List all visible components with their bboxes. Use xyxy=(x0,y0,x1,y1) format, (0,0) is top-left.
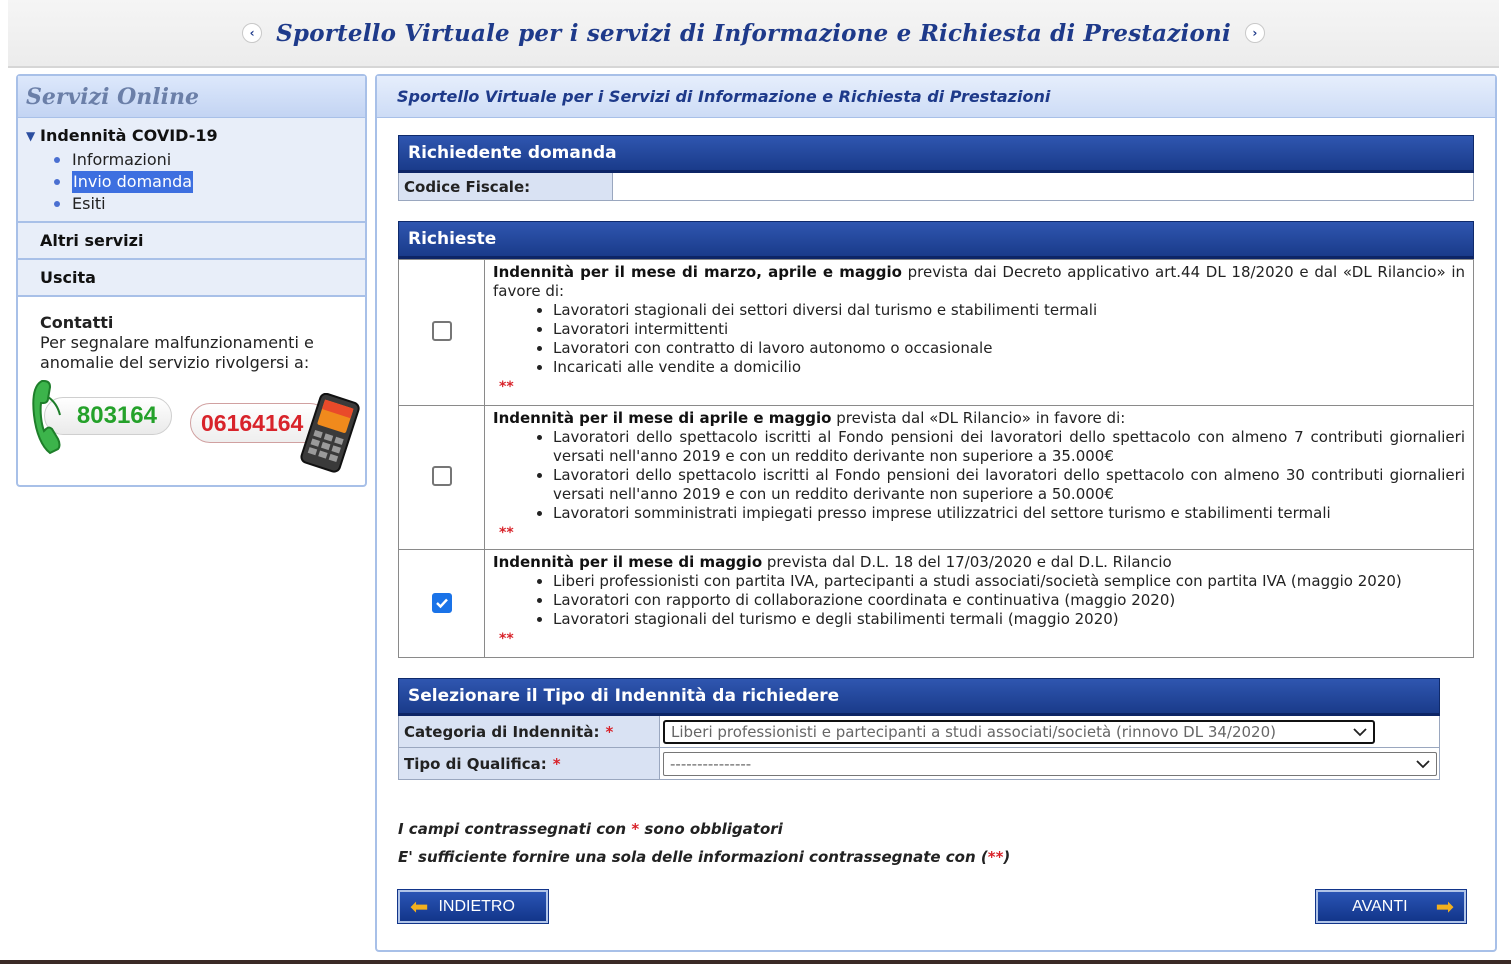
request-intro: prevista dal «DL Rilancio» in favore di: xyxy=(831,409,1126,427)
request-checkbox-aprile-maggio[interactable] xyxy=(432,466,452,486)
back-button[interactable] xyxy=(398,890,548,923)
double-asterisk-marker: ** xyxy=(499,379,514,395)
request-checkbox-cell xyxy=(399,550,485,658)
sidebar-item-covid[interactable] xyxy=(26,126,365,145)
selection-section-title: Selezionare il Tipo di Indennità da richiedere xyxy=(398,678,1440,716)
note-text: sono obbligatori xyxy=(639,820,783,838)
sidebar-menu-covid xyxy=(18,118,365,223)
request-title: Indennità per il mese di maggio xyxy=(493,553,763,571)
bullet-icon xyxy=(54,157,60,163)
double-asterisk-marker: ** xyxy=(987,848,1004,866)
sidebar-submenu xyxy=(26,149,365,215)
request-bullets xyxy=(493,428,1465,523)
contacts-box xyxy=(18,297,365,477)
sidebar-item-label: Esiti xyxy=(72,194,106,213)
request-row xyxy=(399,260,1474,406)
category-label-cell xyxy=(399,716,660,747)
request-checkbox-cell xyxy=(399,260,485,406)
qualifica-label-cell xyxy=(399,748,660,779)
sidebar-item-altri-servizi[interactable]: Altri servizi xyxy=(18,223,365,260)
qualifica-select-value: --------------- xyxy=(670,754,752,773)
qualifica-value-cell xyxy=(660,748,1439,779)
request-title: Indennità per il mese di aprile e maggio xyxy=(493,409,832,427)
list-item: • Lavoratori con contratto di lavoro autonomo o occasionale xyxy=(553,339,1465,358)
requests-section-title: Richieste xyxy=(398,221,1474,259)
sidebar xyxy=(16,74,367,487)
next-button-label: AVANTI xyxy=(1352,897,1408,915)
list-item: • Lavoratori stagionali del turismo e degli stabilimenti termali (maggio 2020) xyxy=(553,610,1465,629)
either-note xyxy=(398,848,1010,866)
codice-fiscale-value xyxy=(613,173,1473,200)
note-text: ) xyxy=(1003,848,1011,866)
applicant-section-title: Richiedente domanda xyxy=(398,135,1474,173)
request-bullets xyxy=(493,301,1465,377)
sidebar-item-uscita[interactable]: Uscita xyxy=(18,260,365,297)
double-asterisk-marker: ** xyxy=(499,631,514,647)
list-item: • Lavoratori dello spettacolo iscritti al Fondo pensioni dei lavoratori dello spettacolo con almeno 7 contributi giornalieri versati nell'anno 2019 e con un reddito derivante non superiore a 35.000€ xyxy=(553,428,1465,466)
checkmark-icon xyxy=(435,596,449,610)
chevron-left-icon[interactable]: ‹ xyxy=(242,23,262,43)
sidebar-item-label: Invio domanda xyxy=(73,172,193,191)
category-value-cell xyxy=(660,716,1439,747)
category-select-value: Liberi professionisti e partecipanti a studi associati/società (rinnovo DL 34/2020) xyxy=(671,722,1276,741)
top-header xyxy=(8,0,1499,68)
sidebar-item-informazioni[interactable] xyxy=(54,149,365,171)
bullet-icon xyxy=(54,179,60,185)
request-bullets xyxy=(493,572,1465,629)
chevron-down-icon xyxy=(1416,759,1430,769)
qualifica-label: Tipo di Qualifica: xyxy=(404,754,547,773)
sidebar-title: Servizi Online xyxy=(18,76,365,118)
required-note xyxy=(398,820,1010,838)
category-select[interactable] xyxy=(663,720,1375,744)
note-text: I campi contrassegnati con xyxy=(398,820,632,838)
request-checkbox-maggio[interactable] xyxy=(432,593,452,613)
applicant-section xyxy=(398,135,1474,201)
list-item: • Lavoratori intermittenti xyxy=(553,320,1465,339)
main-title: Sportello Virtuale per i Servizi di Informazione e Richiesta di Prestazioni xyxy=(377,76,1495,118)
codice-fiscale-label: Codice Fiscale: xyxy=(399,173,613,200)
list-item: • Lavoratori dello spettacolo iscritti al Fondo pensioni dei lavoratori dello spettacolo con almeno 30 contributi giornalieri versati nell'anno 2019 e con un reddito derivante non superiore a 50.000€ xyxy=(553,466,1465,504)
sidebar-item-label: Informazioni xyxy=(72,150,172,169)
required-asterisk: * xyxy=(552,754,561,773)
arrow-right-icon: ➡ xyxy=(1435,893,1454,919)
request-title: Indennità per il mese di marzo, aprile e maggio xyxy=(493,263,902,281)
chevron-right-icon[interactable]: › xyxy=(1245,23,1265,43)
required-asterisk: * xyxy=(631,820,640,838)
sidebar-item-invio-domanda[interactable] xyxy=(54,171,365,193)
selection-section xyxy=(398,678,1440,780)
arrow-left-icon: ⬅ xyxy=(410,893,429,919)
qualifica-select[interactable] xyxy=(663,752,1437,776)
request-checkbox-marzo-aprile-maggio[interactable] xyxy=(432,321,452,341)
sidebar-item-covid-label: Indennità COVID-19 xyxy=(40,126,218,145)
sidebar-item-esiti[interactable] xyxy=(54,193,365,215)
bullet-icon xyxy=(54,201,60,207)
list-item: • Incaricati alle vendite a domicilio xyxy=(553,358,1465,377)
category-row xyxy=(398,716,1440,748)
next-button[interactable] xyxy=(1316,890,1466,923)
request-checkbox-cell xyxy=(399,406,485,550)
chevron-down-icon: ▼ xyxy=(26,128,36,143)
request-intro: prevista dai Decreto applicativo art.44 DL 18/2020 e dal «DL Rilancio» in favore di: xyxy=(493,263,1465,300)
note-text: E' sufficiente fornire una sola delle informazioni contrassegnate con ( xyxy=(398,848,988,866)
request-description xyxy=(485,406,1474,550)
list-item: • Lavoratori con rapporto di collaborazione coordinata e continuativa (maggio 2020) xyxy=(553,591,1465,610)
list-item: • Lavoratori somministrati impiegati presso imprese utilizzatrici del settore turismo e stabilimenti termali xyxy=(553,504,1465,523)
requests-section xyxy=(398,221,1474,658)
contacts-title: Contatti xyxy=(40,313,114,332)
phone-number-green: 803164 xyxy=(44,397,172,435)
qualifica-row xyxy=(398,748,1440,780)
chevron-down-icon xyxy=(1353,727,1367,737)
phone-number-red: 06164164 xyxy=(190,403,330,443)
list-item: • Liberi professionisti con partita IVA, partecipanti a studi associati/società semplice con partita IVA (maggio 2020) xyxy=(553,572,1465,591)
contacts-text: Per segnalare malfunzionamenti e anomalie del servizio rivolgersi a: xyxy=(40,333,314,372)
mobile-phone-icon xyxy=(296,393,366,473)
bottom-border xyxy=(0,960,1511,964)
contact-phones xyxy=(24,377,365,477)
category-label: Categoria di Indennità: xyxy=(404,722,600,741)
requests-table xyxy=(398,259,1474,658)
request-row xyxy=(399,406,1474,550)
required-asterisk: * xyxy=(605,722,614,741)
phone-handset-icon xyxy=(28,377,72,457)
list-item: • Lavoratori stagionali dei settori diversi dal turismo e stabilimenti termali xyxy=(553,301,1465,320)
codice-fiscale-row xyxy=(398,173,1474,201)
request-description xyxy=(485,260,1474,406)
form-notes xyxy=(398,820,1010,876)
request-intro: prevista dal D.L. 18 del 17/03/2020 e dal D.L. Rilancio xyxy=(762,553,1172,571)
back-button-label: INDIETRO xyxy=(438,897,515,915)
request-row xyxy=(399,550,1474,658)
request-description xyxy=(485,550,1474,658)
main-panel xyxy=(375,74,1497,952)
page-title: Sportello Virtuale per i servizi di Informazione e Richiesta di Prestazioni xyxy=(276,19,1231,47)
double-asterisk-marker: ** xyxy=(499,525,514,541)
